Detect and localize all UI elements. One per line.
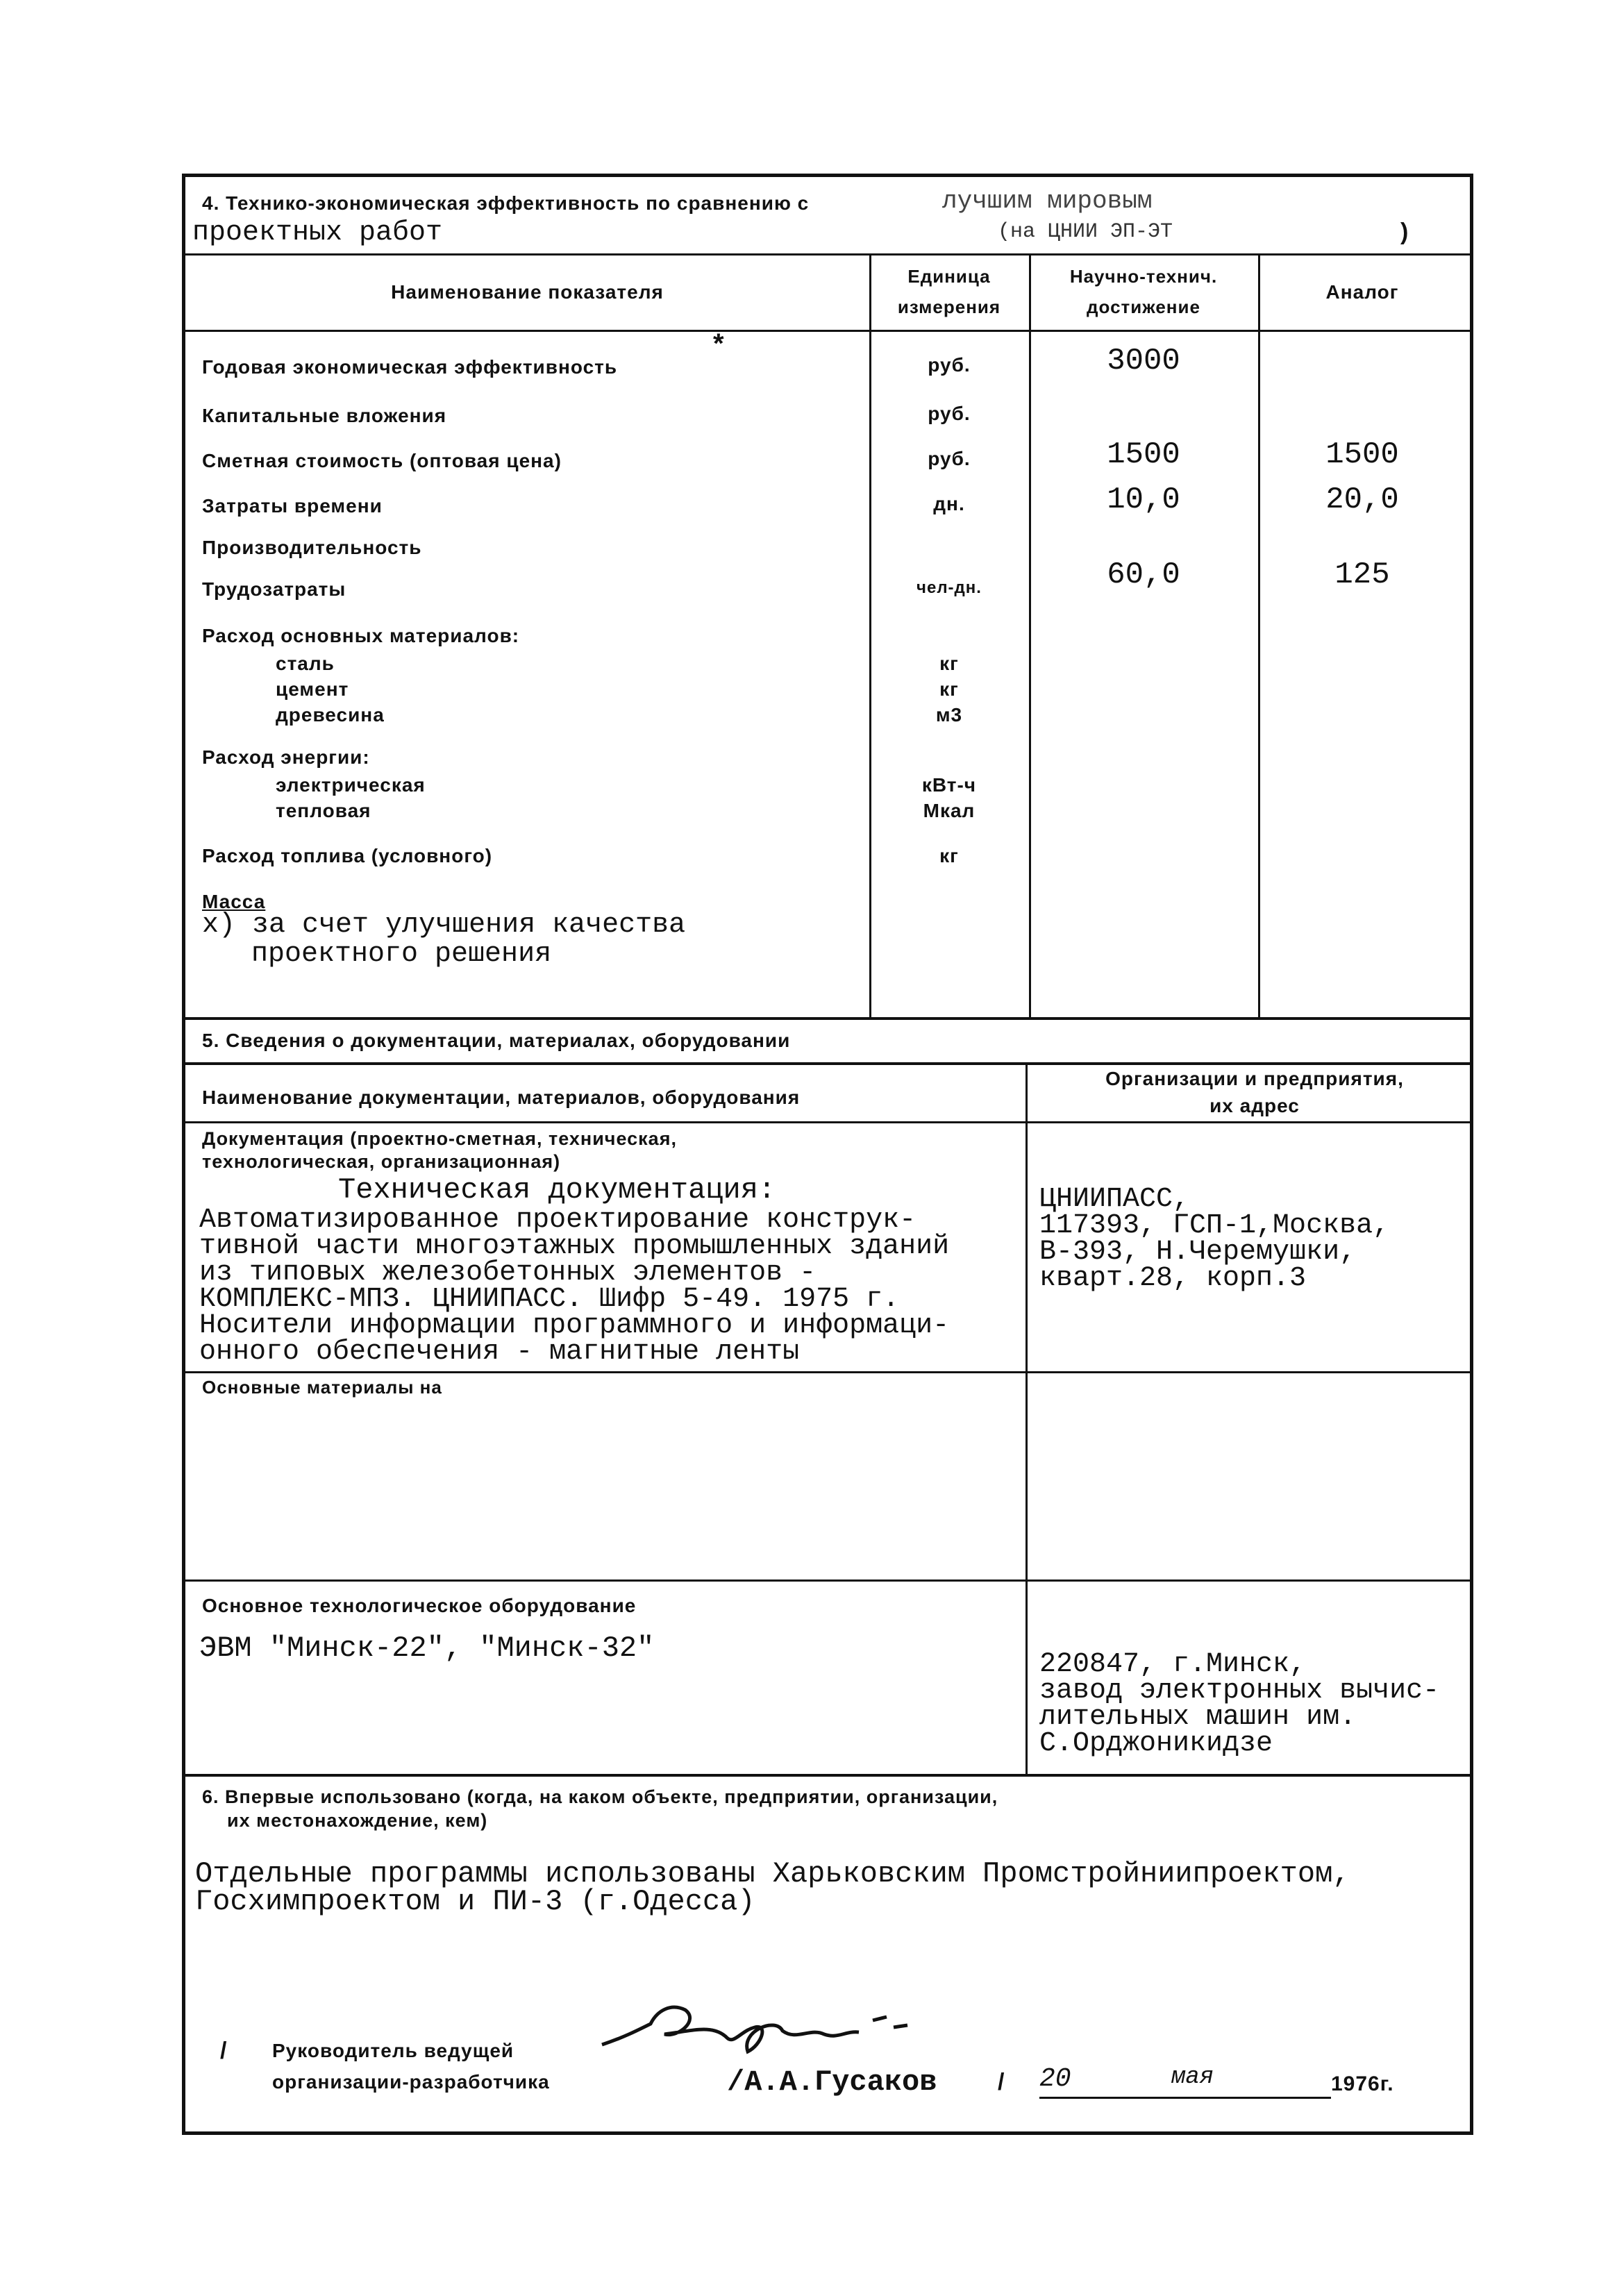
row-analog: 20,0 xyxy=(1325,483,1399,517)
section4-heading: 4. Технико-экономическая эффективность по сравнению с xyxy=(202,192,810,214)
col-header-unit-2: измерения xyxy=(897,296,1001,317)
date-slash: / xyxy=(998,2069,1005,2095)
materials-label: Основные материалы на xyxy=(202,1377,442,1398)
row-unit: чел-дн. xyxy=(916,578,982,597)
equipment-org-line: С.Орджоникидзе xyxy=(1039,1728,1273,1759)
doc-line: Носители информации программного и информаци- xyxy=(199,1310,950,1341)
footnote: проектного решения xyxy=(251,939,552,970)
signature xyxy=(595,1989,914,2072)
doc-label: технологическая, организационная) xyxy=(202,1151,561,1172)
doc-line: онного обеспечения - магнитные ленты xyxy=(199,1336,800,1368)
energy-name: тепловая xyxy=(276,800,371,821)
divider xyxy=(185,1121,1470,1123)
divider xyxy=(185,330,1470,332)
doc-org-line: 117393, ГСП-1,Москва, xyxy=(1039,1210,1390,1241)
col-header-sci-1: Научно-технич. xyxy=(1069,266,1218,287)
row-unit: руб. xyxy=(928,403,971,424)
section5-heading: 5. Сведения о документации, материалах, оборудовании xyxy=(202,1030,791,1051)
row-unit: дн. xyxy=(933,493,965,514)
doc-org-line: ЦНИИПАСС, xyxy=(1039,1184,1190,1215)
section4-compare-with: лучшим мировым xyxy=(942,187,1153,215)
slash-mark: / xyxy=(220,2038,228,2064)
row-analog: 125 xyxy=(1334,558,1390,592)
footnote: х) за счет улучшения качества xyxy=(202,910,686,941)
signer-name: /А.А.Гусаков xyxy=(727,2065,937,2099)
material-unit: м3 xyxy=(935,704,963,726)
doc-org-line: кварт.28, корп.3 xyxy=(1039,1263,1307,1294)
section4-paren-note: (на ЦНИИ ЭП-ЭТ xyxy=(998,220,1173,244)
equipment-org-line: 220847, г.Минск, xyxy=(1039,1649,1307,1680)
row-value: 3000 xyxy=(1107,344,1180,378)
equipment-org-line: завод электронных вычис- xyxy=(1039,1675,1440,1707)
row-name: Годовая экономическая эффективность xyxy=(202,356,618,378)
signer-label: организации-разработчика xyxy=(272,2071,550,2093)
col-header-org-1: Организации и предприятия, xyxy=(1105,1068,1404,1089)
material-name: древесина xyxy=(276,704,385,726)
material-unit: кг xyxy=(939,678,959,700)
equipment-value: ЭВМ "Минск-22", "Минск-32" xyxy=(199,1632,655,1665)
star-note: * xyxy=(713,328,725,359)
fuel-name: Расход топлива (условного) xyxy=(202,845,493,866)
doc-org-line: В-393, Н.Черемушки, xyxy=(1039,1237,1357,1268)
mass-label: Масса xyxy=(202,891,266,912)
doc-line: КОМПЛЕКС-МПЗ. ЦНИИПАСС. Шифр 5-49. 1975 г. xyxy=(199,1284,900,1315)
col-header-analog: Аналог xyxy=(1325,281,1399,303)
row-name: Капитальные вложения xyxy=(202,405,447,426)
date-underline xyxy=(1039,2097,1331,2099)
row-unit: руб. xyxy=(928,354,971,376)
divider xyxy=(185,1017,1470,1020)
equipment-label: Основное технологическое оборудование xyxy=(202,1595,637,1616)
energy-unit: Мкал xyxy=(923,800,976,821)
material-name: сталь xyxy=(276,653,335,674)
date-month: мая xyxy=(1171,2064,1214,2090)
row-value: 1500 xyxy=(1107,437,1180,472)
material-unit: кг xyxy=(939,653,959,674)
section6-heading: 6. Впервые использовано (когда, на каком объекте, предприятии, организации, xyxy=(202,1786,998,1807)
col-header-sci-2: достижение xyxy=(1087,296,1200,317)
divider xyxy=(185,253,1470,255)
divider xyxy=(185,1579,1470,1582)
divider xyxy=(1025,1062,1028,1774)
material-name: цемент xyxy=(276,678,349,700)
col-header-unit-1: Единица xyxy=(907,266,991,287)
col-header-doc: Наименование документации, материалов, оборудования xyxy=(202,1087,801,1108)
signer-label: Руководитель ведущей xyxy=(272,2040,514,2061)
section6-text: Госхимпроектом и ПИ-3 (г.Одесса) xyxy=(195,1885,755,1918)
row-name: Затраты времени xyxy=(202,495,383,517)
section6-text: Отдельные программы использованы Харьковским Промстройниипроектом, xyxy=(195,1857,1350,1891)
col-header-org-2: их адрес xyxy=(1209,1095,1300,1116)
section4-paren-close: ) xyxy=(1400,219,1409,245)
doc-line: Автоматизированное проектирование конструк- xyxy=(199,1205,916,1236)
row-value: 10,0 xyxy=(1107,483,1180,517)
col-header-name: Наименование показателя xyxy=(391,281,664,303)
date-day: 20 xyxy=(1039,2064,1071,2094)
row-name: Производительность xyxy=(202,537,422,558)
row-name: Трудозатраты xyxy=(202,578,346,600)
energy-heading: Расход энергии: xyxy=(202,746,370,768)
doc-line: тивной части многоэтажных промышленных зданий xyxy=(199,1231,950,1262)
divider xyxy=(185,1062,1470,1065)
section6-heading: их местонахождение, кем) xyxy=(227,1810,488,1831)
fuel-unit: кг xyxy=(939,845,959,866)
energy-name: электрическая xyxy=(276,774,426,796)
row-analog: 1500 xyxy=(1325,437,1399,472)
row-name: Сметная стоимость (оптовая цена) xyxy=(202,450,562,471)
date-year: 1976г. xyxy=(1331,2072,1394,2095)
materials-heading: Расход основных материалов: xyxy=(202,625,520,646)
row-value: 60,0 xyxy=(1107,558,1180,592)
equipment-org-line: лительных машин им. xyxy=(1039,1702,1357,1733)
divider xyxy=(185,1371,1470,1373)
row-unit: руб. xyxy=(928,448,971,469)
doc-line: из типовых железобетонных элементов - xyxy=(199,1257,817,1289)
document-form xyxy=(182,174,1473,2135)
divider xyxy=(185,1774,1470,1777)
divider xyxy=(1258,253,1260,1017)
doc-title: Техническая документация: xyxy=(338,1173,776,1207)
energy-unit: кВт-ч xyxy=(921,774,977,796)
doc-label: Документация (проектно-сметная, техническая, xyxy=(202,1128,677,1149)
section4-line2: проектных работ xyxy=(192,217,443,249)
